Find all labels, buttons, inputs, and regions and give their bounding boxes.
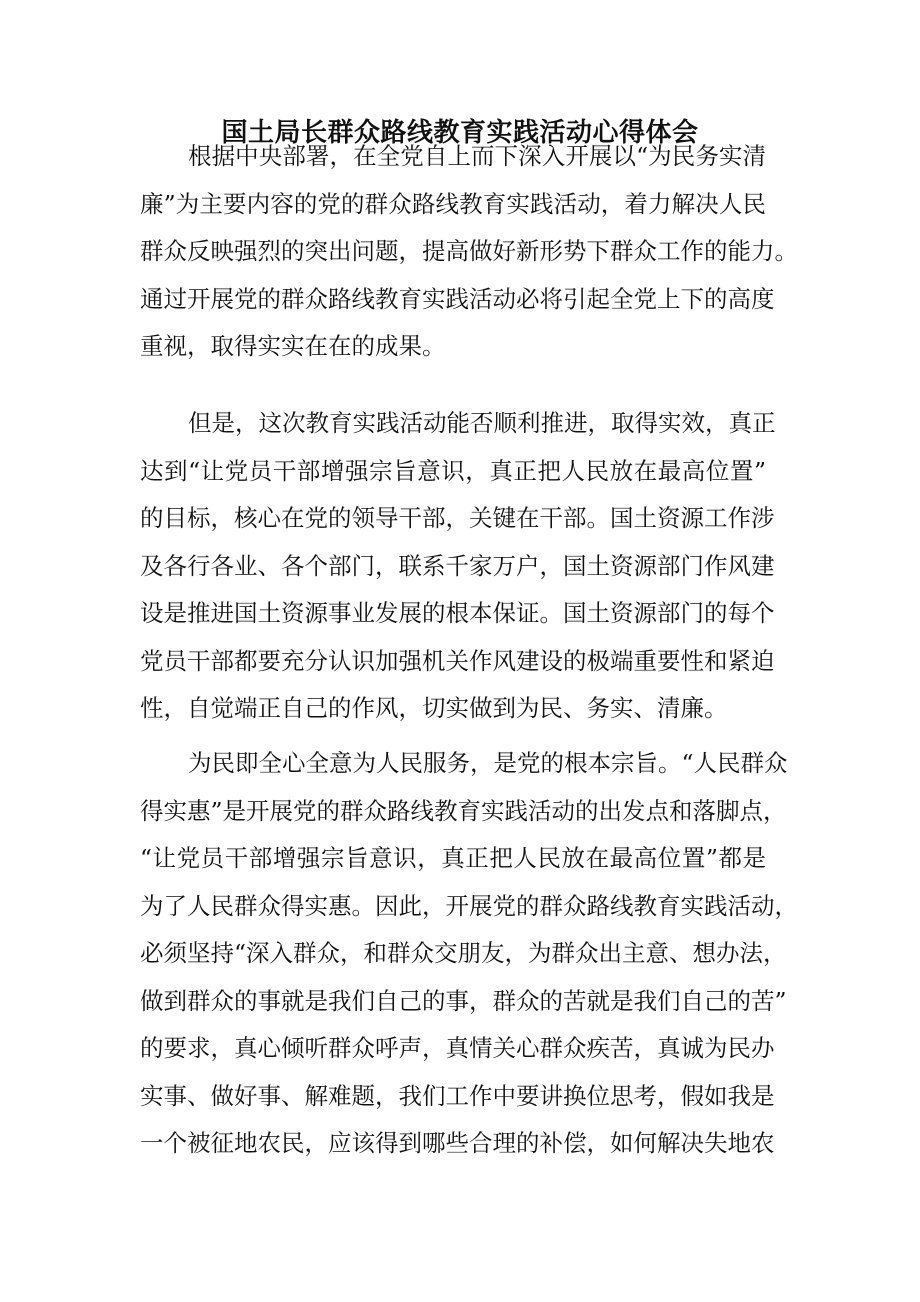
text-line: 及各行各业、各个部门，联系千家万户，国土资源部门作风建	[140, 551, 775, 580]
document-title: 国土局长群众路线教育实践活动心得体会	[221, 118, 699, 148]
text-line: 为民即全心全意为人民服务，是党的根本宗旨。“人民群众	[188, 749, 788, 777]
text-line: 但是，这次教育实践活动能否顺利推进，取得实效，真正	[188, 409, 776, 437]
text-line: 为了人民群众得实惠。因此，开展党的群众路线教育实践活动，	[140, 891, 798, 920]
text-line: 达到“让党员干部增强宗旨意识，真正把人民放在最高位置”	[140, 456, 766, 485]
text-line: 的目标，核心在党的领导干部，关键在干部。国土资源工作涉	[140, 504, 775, 532]
text-line: 重视，取得实实在在的成果。	[140, 332, 446, 360]
paragraph-1	[140, 133, 798, 371]
text-line: 根据中央部署，在全党自上而下深入开展以“为民务实清	[188, 142, 766, 170]
text-line: 性，自觉端正自己的作风，切实做到为民、务实、清廉。	[140, 694, 728, 722]
paragraph-2	[140, 400, 776, 733]
text-line: 群众反映强烈的突出问题，提高做好新形势下群众工作的能力。	[140, 237, 798, 265]
text-line: “让党员干部增强宗旨意识，真正把人民放在最高位置”都是	[140, 844, 766, 872]
text-line: 做到群众的事就是我们自己的事，群众的苦就是我们自己的苦”	[140, 986, 787, 1015]
text-line: 一个被征地农民，应该得到哪些合理的补偿，如何解决失地农	[140, 1129, 775, 1157]
text-line: 必须坚持“深入群众，和群众交朋友，为群众出主意、想办法，	[140, 939, 787, 967]
text-line: 得实惠”是开展党的群众路线教育实践活动的出发点和落脚点，	[140, 796, 787, 825]
text-line: 党员干部都要充分认识加强机关作风建设的极端重要性和紧迫	[140, 646, 775, 675]
text-line: 设是推进国土资源事业发展的根本保证。国土资源部门的每个	[140, 599, 775, 627]
text-line: 的要求，真心倾听群众呼声，真情关心群众疾苦，真诚为民办	[140, 1034, 775, 1062]
text-line: 廉”为主要内容的党的群众路线教育实践活动，着力解决人民	[140, 189, 766, 218]
text-line: 实事、做好事、解难题，我们工作中要讲换位思考，假如我是	[140, 1081, 775, 1110]
text-line: 通过开展党的群众路线教育实践活动必将引起全党上下的高度	[140, 284, 775, 313]
paragraph-3	[140, 740, 798, 1168]
